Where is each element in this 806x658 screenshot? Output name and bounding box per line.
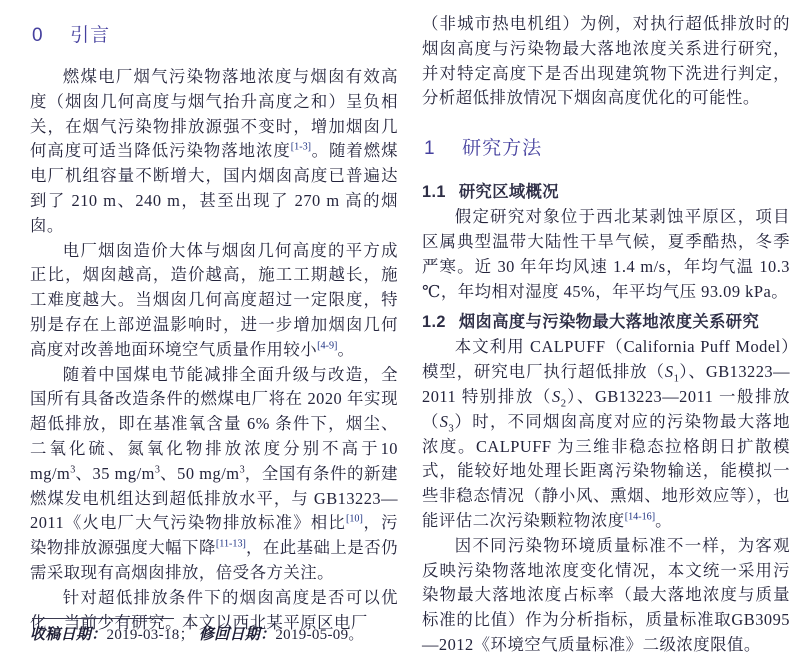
left-column — [30, 12, 398, 651]
paragraph-method-2: 因不同污染物环境质量标准不一样，为客观反映污染物落地浓度变化情况，本文统一采用污染物最大落地浓度占标率（最大落地浓度与质量标准的比值）作为分析指标，质量标准取GB3095—2012《环境空气质量标准》二级浓度限值。 — [422, 535, 790, 654]
section-title: 引言 — [70, 25, 111, 46]
subsection-title: 烟囱高度与污染物最大落地浓度关系研究 — [458, 313, 760, 332]
section-title: 研究方法 — [462, 138, 543, 160]
subsection-heading-1-2 — [422, 308, 790, 332]
footnote-dates: 收稿日期：2019-03-18； 修回日期：2019-05-09。 — [30, 627, 364, 643]
right-column — [422, 12, 791, 654]
subsection-number: 1.2 — [422, 313, 446, 332]
paragraph-intro-continued: （非城市热电机组）为例，对执行超低排放时的烟囱高度与污染物最大落地浓度关系进行研究，并对特定高度下是否出现建筑物下洗进行判定，分析超低排放情况下烟囱高度优化的可能性。 — [422, 14, 790, 108]
subsection-heading-1-1 — [422, 178, 790, 202]
section-number: 1 — [424, 138, 436, 160]
subsection-title: 研究区域概况 — [458, 183, 559, 202]
section-number: 0 — [32, 25, 44, 46]
section-heading-0 — [32, 20, 398, 47]
paragraph-study-area: 假定研究对象位于西北某剥蚀平原区，项目区属典型温带大陆性干旱气候，夏季酷热，冬季严寒。近 30 年年均风速 1.4 m/s，年均气温 10.3 ℃，年均相对湿度 45%，年平均气压 93.09 kPa。 — [422, 207, 790, 301]
subsection-number: 1.1 — [422, 183, 446, 202]
paragraph-intro-4: 针对超低排放条件下的烟囱高度是否可以优化，当前少有研究。本文以西北某平原区电厂 — [30, 587, 398, 632]
footnote-block — [30, 618, 398, 645]
paragraph-intro-2: 电厂烟囱造价大体与烟囱几何高度的平方成正比，烟囱越高，造价越高，施工工期越长，施工难度越大。当烟囱几何高度超过一定限度，特别是存在上部逆温影响时，进一步增加烟囱几何高度对改善地面环境空气质量作用较小[4-9]。 — [30, 240, 398, 359]
section-heading-1 — [424, 133, 790, 160]
paragraph-intro-1: 燃煤电厂烟气污染物落地浓度与烟囱有效高度（烟囱几何高度与烟气抬升高度之和）呈负相关，在烟气污染物排放源强不变时，增加烟囱几何高度可适当降低污染物落地浓度[1-3]。随着燃煤电厂机组容量不断增大，国内烟囱高度已普遍达到了 210 m、240 m，甚至出现了 270 m 高的烟囱。 — [30, 67, 398, 235]
paragraph-intro-3: 随着中国煤电节能减排全面升级与改造，全国所有具备改造条件的燃煤电厂将在 2020 年实现超低排放，即在基准氧含量 6% 条件下，烟尘、二氧化硫、氮氧化物排放浓度分别不高于10 $mg/m^3$、35 $mg/m^3$、50 $mg/m^3$，全国有条件的新建燃煤发电机组达到超低排放水平，与 GB13223—2011《火电厂大气污染物排放标准》相比[10]，污染物排放源强度大幅下降[11-13]，在此基础上是否仍需采取现有高烟囱排放，倍受各方关注。 — [30, 364, 399, 582]
paragraph-method-1: 本文利用 CALPUFF（California Puff Model）模型，研究电厂执行超低排放$(S_1)$、GB13223—2011 特别排放$(S_2)$、GB13223—2011 一般排放$(S_3)$时，不同烟囱高度对应的污染物最大落地浓度。CALPUFF 为三维非稳态拉格朗日扩散模式，能较好地处理长距离污染物输送，能模拟一些非稳态情况（静小风、熏烟、地形效应等），也能评估二次污染颗粒物浓度[14-16]。 — [422, 337, 791, 530]
footnote-rule — [32, 618, 174, 619]
